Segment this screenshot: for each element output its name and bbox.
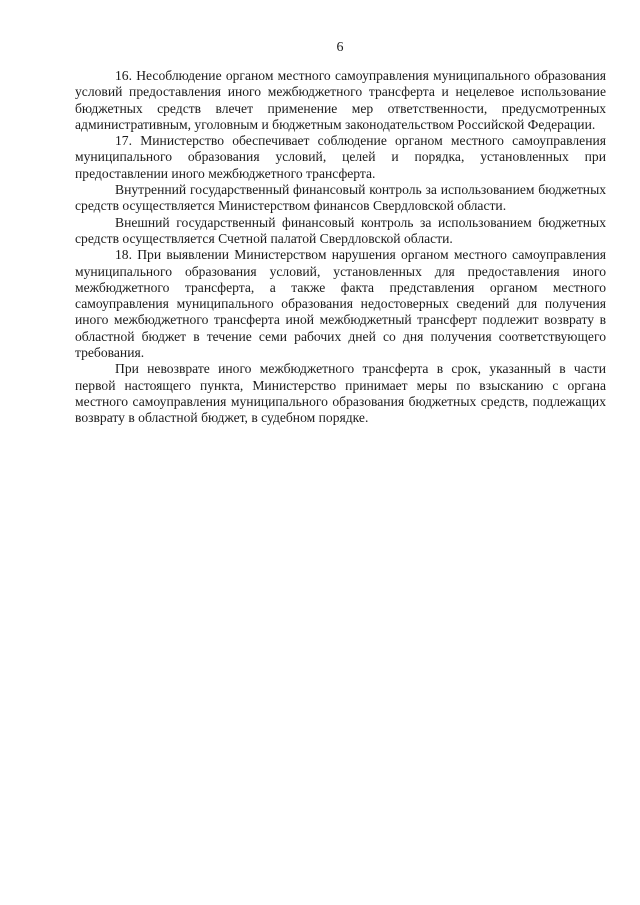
paragraph-internal-control: Внутренний государственный финансовый контроль за использованием бюджетных средств осуществляется Министерством финансов Свердловской области. [75, 182, 606, 214]
page-number: 6 [336, 40, 344, 55]
document-body [75, 68, 606, 427]
paragraph-16-noncompliance: 16. Несоблюдение органом местного самоуправления муниципального образования условий предоставления иного межбюджетного трансферта и нецелевое использование бюджетных средств влечет применение мер ответственности, предусмотренных административным, уголовным и бюджетным законодательством Российской Федерации. [75, 68, 606, 132]
paragraph-17-ministry-compliance: 17. Министерство обеспечивает соблюдение органом местного самоуправления муниципального образования условий, целей и порядка, установленных при предоставлении иного межбюджетного трансферта. [75, 133, 606, 181]
paragraph-external-control: Внешний государственный финансовый контроль за использованием бюджетных средств осуществляется Счетной палатой Свердловской области. [75, 214, 606, 246]
paragraph-recovery-in-court: При невозврате иного межбюджетного трансферта в срок, указанный в части первой настоящего пункта, Министерство принимает меры по взысканию с органа местного самоуправления муниципального образования бюджетных средств, подлежащих возврату в областной бюджет, в судебном порядке. [75, 361, 606, 426]
paragraph-18-violations-return: 18. При выявлении Министерством нарушения органом местного самоуправления муниципального образования условий, установленных для предоставления иного межбюджетного трансферта, а также факта представления органом местного самоуправления муниципального образования недостоверных сведений для получения иного межбюджетного трансферта иной межбюджетный трансферт подлежит возврату в областной бюджет в течение семи рабочих дней со дня получения соответствующего требования. [75, 247, 606, 361]
